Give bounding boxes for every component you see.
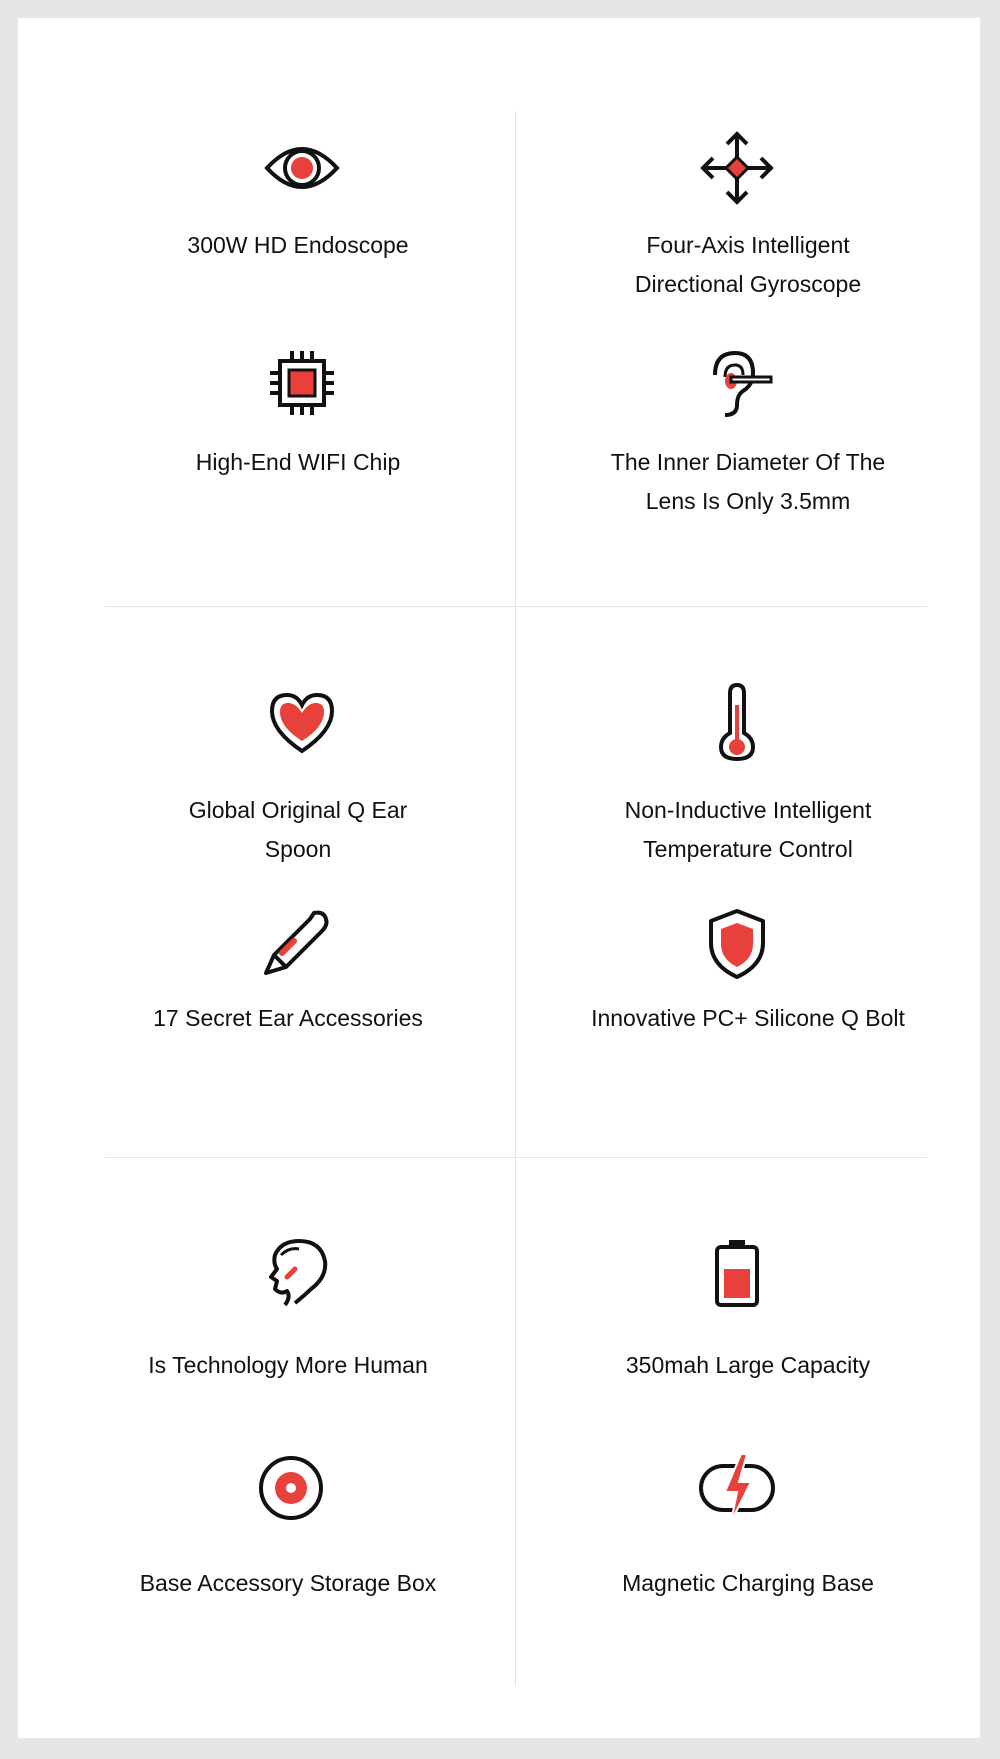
feature-card	[18, 18, 980, 1738]
column-divider	[515, 111, 516, 1686]
feature-label: Base Accessory Storage Box	[139, 1570, 437, 1596]
four-way-arrows-icon	[697, 128, 777, 208]
feature-label: Innovative PC+ Silicone Q Bolt	[591, 1005, 905, 1031]
section-divider-2	[105, 1157, 927, 1158]
battery-icon	[697, 1233, 777, 1313]
feature-label: 350mah Large Capacity	[625, 1352, 871, 1378]
feature-label: 300W HD Endoscope	[187, 232, 409, 258]
charging-base-icon	[697, 1448, 777, 1528]
feature-label: Global Original Q Ear Spoon	[188, 797, 408, 862]
feature-label: 17 Secret Ear Accessories	[153, 1005, 423, 1031]
feature-label: Non-Inductive Intelligent Temperature Control	[624, 797, 872, 862]
shield-icon	[697, 903, 777, 983]
feature-label: The Inner Diameter Of The Lens Is Only 3.5mm	[610, 449, 886, 514]
section-divider-1	[105, 606, 927, 607]
feature-label: Magnetic Charging Base	[622, 1570, 874, 1596]
feature-label: High-End WIFI Chip	[195, 449, 401, 475]
chip-icon	[262, 343, 342, 423]
ear-probe-icon	[697, 343, 777, 423]
human-head-icon	[255, 1233, 335, 1313]
ear-pick-icon	[256, 903, 336, 983]
feature-label: Four-Axis Intelligent Directional Gyroscope	[634, 232, 862, 297]
thermometer-icon	[697, 681, 777, 761]
feature-label: Is Technology More Human	[148, 1352, 428, 1378]
heart-icon	[262, 681, 342, 761]
eye-icon	[262, 128, 342, 208]
storage-box-icon	[251, 1448, 331, 1528]
